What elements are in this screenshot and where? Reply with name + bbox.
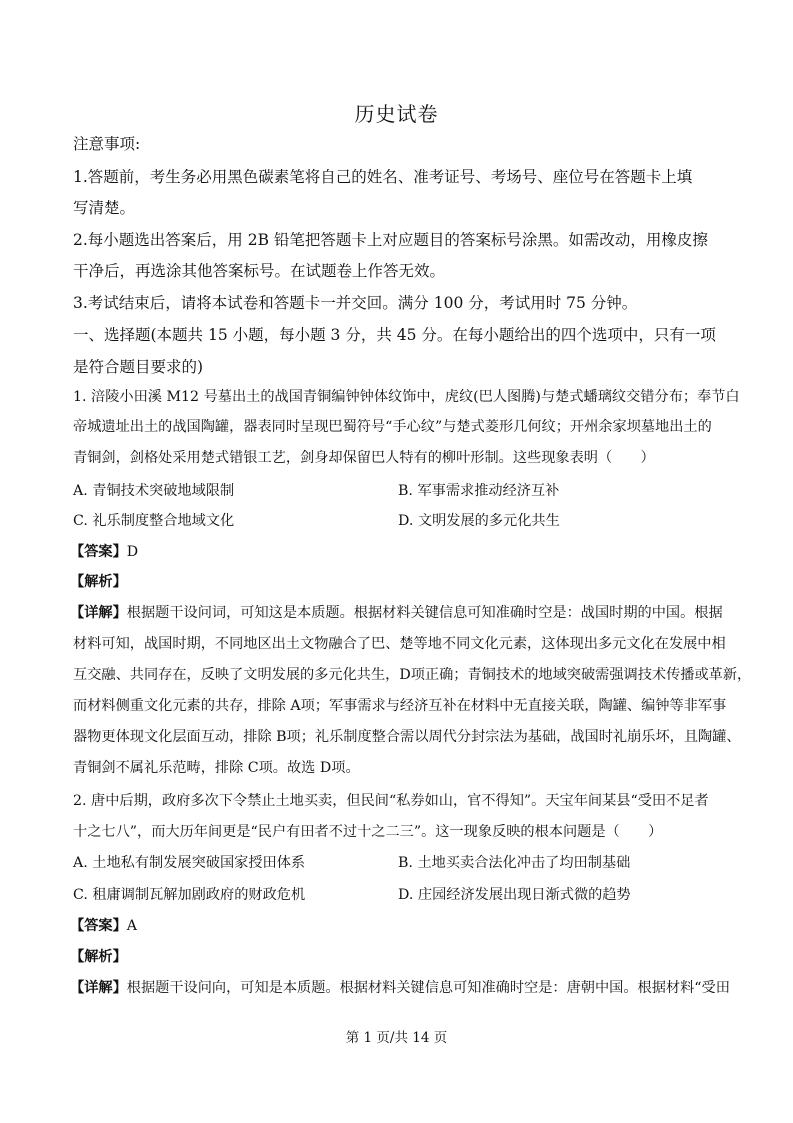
section-heading: 一、选择题(本题共 15 小题，每小题 3 分，共 45 分。在每小题给出的四个选项中，只有一项 [73, 326, 716, 344]
q1-detail-line: 材料可知，战国时期，不同地区出土文物融合了巴、楚等地不同文化元素，这体现出多元文化在发展中相 [73, 636, 726, 652]
q2-answer-line [70, 915, 137, 937]
question-2-stem: 2. 唐中后期，政府多次下令禁止土地买卖，但民间“私券如山，官不得知”。天宝年间某县“受田不足者 [73, 793, 709, 809]
notice-heading: 注意事项: [73, 135, 141, 153]
answer-value: A [126, 918, 138, 934]
q1-option-d: D. 文明发展的多元化共生 [398, 513, 560, 529]
question-1-stem: 帝城遗址出土的战国陶罐，器表同时呈现巴蜀符号“手心纹”与楚式菱形几何纹；开州余家坝墓地出土的 [73, 419, 712, 435]
q1-option-a: A. 青铜技术突破地域限制 [73, 483, 235, 499]
answer-label: 【答案】 [70, 544, 127, 560]
notice-line: 1.答题前，考生务必用黑色碳素笔将自己的姓名、准考证号、考场号、座位号在答题卡上填 [73, 168, 693, 186]
q1-detail-line: 互交融、共同存在，反映了文明发展的多元化共生，D项正确；青铜技术的地域突破需强调技术传播或革新， [73, 667, 752, 683]
page-footer: 第 1 页/共 14 页 [345, 1030, 448, 1046]
question-2-stem: 十之七八”，而大历年间更是“民户有田者不过十之二三”。这一现象反映的根本问题是（ ） [73, 824, 663, 840]
answer-label: 【答案】 [70, 918, 127, 934]
q1-analysis-label: 【解析】 [70, 574, 127, 590]
detail-text: 根据题干设问词，可知这是本质题。根据材料关键信息可知准确时空是：战国时期的中国。根据 [126, 605, 723, 621]
answer-value: D [126, 544, 139, 560]
q1-answer-line [70, 541, 138, 563]
q1-detail-line: 青铜剑不属礼乐范畴，排除 C项。故选 D项。 [73, 760, 360, 776]
page-title: 历史试卷 [354, 102, 439, 126]
section-heading-cont: 是符合题目要求的) [73, 358, 204, 376]
q1-detail-line [70, 602, 723, 624]
detail-label: 【详解】 [70, 605, 127, 621]
q2-detail-line [70, 977, 730, 999]
detail-text: 根据题干设问向，可知是本质题。根据材料关键信息可知准确时空是：唐朝中国。根据材料“受田 [126, 980, 730, 996]
notice-line: 写清楚。 [73, 199, 136, 217]
q2-analysis-label: 【解析】 [70, 949, 127, 965]
q1-option-c: C. 礼乐制度整合地域文化 [73, 513, 235, 529]
q1-detail-line: 而材料侧重文化元素的共存，排除 A项；军事需求与经济互补在材料中无直接关联，陶罐、编钟等非军事 [73, 698, 727, 714]
notice-line: 2.每小题选出答案后，用 2B 铅笔把答题卡上对应题目的答案标号涂黑。如需改动，用橡皮擦 [73, 231, 708, 249]
question-1-stem: 青铜剑，剑格处采用楚式错银工艺，剑身却保留巴人特有的柳叶形制。这些现象表明（ ） [73, 450, 655, 466]
q1-option-b: B. 军事需求推动经济互补 [398, 483, 560, 499]
q2-option-a: A. 土地私有制发展突破国家授田体系 [73, 855, 306, 871]
q2-option-d: D. 庄园经济发展出现日渐式微的趋势 [398, 887, 631, 903]
q1-detail-line: 器物更体现文化层面互动，排除 B项；礼乐制度整合需以周代分封宗法为基础，战国时礼崩乐坏，且陶罐、 [73, 729, 741, 745]
question-1-stem: 1. 涪陵小田溪 M12 号墓出土的战国青铜编钟钟体纹饰中，虎纹(巴人图腾)与楚式蟠璃纹交错分布；奉节白 [73, 389, 740, 405]
notice-line: 干净后，再选涂其他答案标号。在试题卷上作答无效。 [73, 262, 446, 280]
q2-option-c: C. 租庸调制瓦解加剧政府的财政危机 [73, 887, 306, 903]
notice-line: 3.考试结束后，请将本试卷和答题卡一并交回。满分 100 分，考试用时 75 分钟。 [73, 294, 638, 312]
detail-label: 【详解】 [70, 980, 127, 996]
q2-option-b: B. 土地买卖合法化冲击了均田制基础 [398, 855, 631, 871]
